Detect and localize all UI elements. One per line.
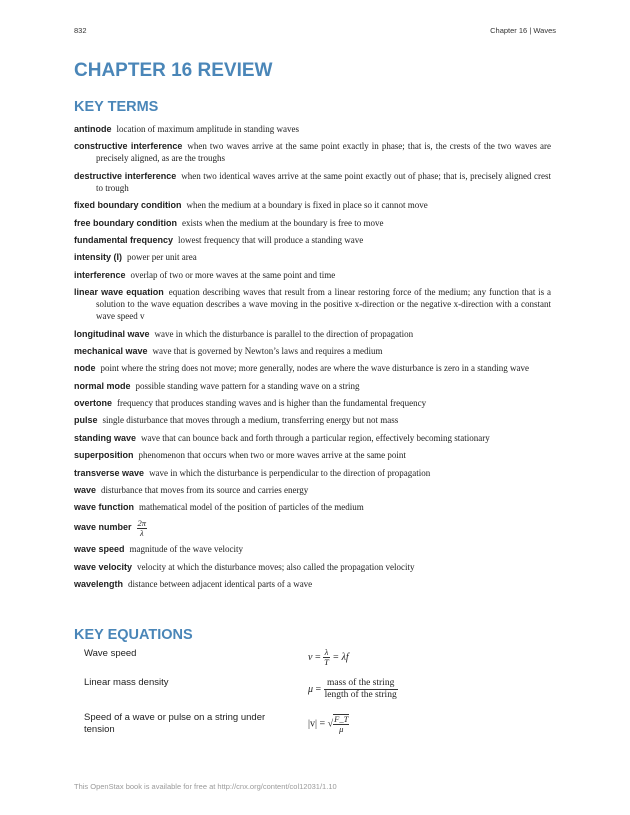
- key-term-item: [74, 345, 551, 357]
- fraction-numerator: 2π: [137, 517, 147, 528]
- equation-label: Linear mass density: [84, 677, 169, 688]
- key-term-definition: location of maximum amplitude in standing waves: [116, 124, 299, 134]
- formula-rhs: = λf: [332, 651, 349, 663]
- key-term-name: intensity (I): [74, 252, 123, 263]
- key-term-definition: wave that can bounce back and forth through a particular region, effectively becoming stationary: [141, 432, 490, 443]
- equation-label: Speed of a wave or pulse on a string under tension: [84, 712, 266, 735]
- key-term-name: standing wave: [74, 432, 137, 443]
- key-term-definition: wave that is governed by Newton’s laws and requires a medium: [152, 345, 383, 356]
- key-term-name: normal mode: [74, 380, 131, 391]
- key-term-name: overtone: [74, 398, 113, 409]
- running-header: Chapter 16 | Waves: [490, 26, 556, 35]
- key-term-name: wave function: [74, 502, 135, 513]
- key-term-definition: point where the string does not move; more generally, nodes are where the wave disturbance is zero in a standing wave: [100, 363, 530, 374]
- key-term-definition: mathematical model of the position of particles of the medium: [139, 502, 364, 513]
- key-term-item: [74, 543, 551, 555]
- key-term-item: [74, 432, 551, 444]
- key-term-item: [74, 217, 551, 229]
- key-term-name: wavelength: [74, 578, 124, 589]
- key-term-item: [74, 578, 551, 590]
- formula-lhs: v: [308, 651, 313, 663]
- key-term-definition: when two identical waves arrive at the same point exactly out of phase; that is, precisely aligned crest to trough: [96, 170, 551, 193]
- key-term-item: [74, 123, 551, 135]
- formula-equals: =: [319, 718, 326, 730]
- key-equations-heading: KEY EQUATIONS: [74, 627, 193, 643]
- key-term-definition: disturbance that moves from its source and carries energy: [101, 485, 309, 496]
- key-term-definition: lowest frequency that will produce a standing wave: [178, 234, 364, 245]
- wave-number-formula: [137, 519, 148, 538]
- key-term-definition: phenomenon that occurs when two or more waves arrive at the same point: [138, 450, 406, 461]
- key-term-name: free boundary condition: [74, 217, 178, 228]
- key-term-definition: distance between adjacent identical parts of a wave: [128, 578, 313, 589]
- key-term-definition: single disturbance that moves through a medium, transferring energy but not mass: [102, 415, 399, 426]
- key-term-definition: velocity at which the disturbance moves; also called the propagation velocity: [137, 561, 415, 572]
- key-term-item: [74, 251, 551, 263]
- key-term-name: node: [74, 363, 96, 374]
- key-term-definition: exists when the medium at the boundary is free to move: [182, 217, 384, 228]
- key-term-definition: wave in which the disturbance is perpendicular to the direction of propagation: [149, 467, 431, 478]
- key-term-item: [74, 484, 551, 496]
- key-terms-heading: KEY TERMS: [74, 99, 159, 115]
- key-term-item: [74, 519, 551, 538]
- fraction-numerator: λ: [324, 647, 329, 657]
- key-term-definition: frequency that produces standing waves and is higher than the fundamental frequency: [117, 398, 427, 409]
- key-term-name: superposition: [74, 450, 134, 461]
- key-term-definition: wave in which the disturbance is parallel to the direction of propagation: [154, 328, 414, 339]
- fraction-denominator: T: [324, 657, 329, 667]
- key-term-item: [74, 234, 551, 246]
- key-term-definition: when two waves arrive at the same point exactly in phase; that is, the crests of the two waves are precisely aligned, as are the troughs: [96, 141, 551, 164]
- key-terms-list: [74, 123, 551, 595]
- key-term-name: mechanical wave: [74, 345, 148, 356]
- key-term-name: longitudinal wave: [74, 328, 150, 339]
- key-term-name: wave velocity: [74, 561, 133, 572]
- fraction-denominator: μ: [339, 724, 344, 734]
- wave-on-string-formula: [308, 714, 349, 734]
- key-term-name: constructive interference: [74, 141, 183, 152]
- key-term-name: wave speed: [74, 544, 125, 555]
- key-term-name: wave number: [74, 522, 132, 533]
- formula-lhs: μ: [308, 683, 314, 695]
- fraction-numerator: F_T: [334, 714, 349, 724]
- key-term-name: wave: [74, 485, 97, 496]
- fraction-denominator: λ: [139, 527, 144, 538]
- formula-equals: =: [314, 651, 321, 663]
- key-term-name: fundamental frequency: [74, 234, 174, 245]
- key-term-item: [74, 199, 551, 211]
- formula-fraction: [333, 714, 349, 734]
- key-term-item: [74, 467, 551, 479]
- key-term-name: linear wave equation: [74, 287, 164, 298]
- sqrt-symbol: √: [327, 718, 334, 730]
- wave-speed-formula: [308, 648, 349, 667]
- key-term-name: transverse wave: [74, 467, 145, 478]
- key-term-item: [74, 328, 551, 340]
- key-term-definition: overlap of two or more waves at the same point and time: [130, 269, 336, 280]
- key-term-item: [74, 269, 551, 281]
- linear-mass-density-formula: [308, 678, 398, 701]
- formula-fraction: [323, 648, 330, 667]
- key-term-name: pulse: [74, 415, 98, 426]
- key-term-definition: magnitude of the wave velocity: [129, 544, 243, 555]
- key-term-definition: possible standing wave pattern for a standing wave on a string: [135, 380, 360, 391]
- key-term-item: [74, 449, 551, 461]
- key-term-item: [74, 286, 551, 322]
- formula-fraction: [324, 678, 398, 701]
- key-term-item: [74, 362, 551, 374]
- key-term-definition: when the medium at a boundary is fixed in place so it cannot move: [186, 200, 428, 211]
- equation-label: Wave speed: [84, 648, 137, 659]
- fraction-denominator: length of the string: [324, 690, 397, 700]
- key-term-item: [74, 561, 551, 573]
- key-term-name: destructive interference: [74, 170, 177, 181]
- key-term-item: [74, 501, 551, 513]
- formula-lhs: |v|: [308, 718, 318, 730]
- key-term-definition: power per unit area: [127, 252, 197, 263]
- key-term-item: [74, 170, 551, 194]
- key-term-item: [74, 380, 551, 392]
- chapter-title: CHAPTER 16 REVIEW: [74, 60, 273, 81]
- key-term-name: interference: [74, 269, 126, 280]
- key-term-name: fixed boundary condition: [74, 200, 182, 211]
- fraction-numerator: mass of the string: [324, 678, 398, 690]
- footer-note: This OpenStax book is available for free at http://cnx.org/content/col12031/1.10: [74, 782, 337, 791]
- page-number: 832: [74, 26, 87, 35]
- key-term-item: [74, 414, 551, 426]
- key-term-definition: equation describing waves that result from a linear restoring force of the medium; any function that is a solution to the wave equation describes a wave moving in the positive x-direction or the negative x-direction with a constant wave speed v: [96, 287, 552, 322]
- key-term-item: [74, 140, 551, 164]
- key-term-item: [74, 397, 551, 409]
- formula-equals: =: [315, 683, 322, 695]
- key-term-name: antinode: [74, 124, 112, 134]
